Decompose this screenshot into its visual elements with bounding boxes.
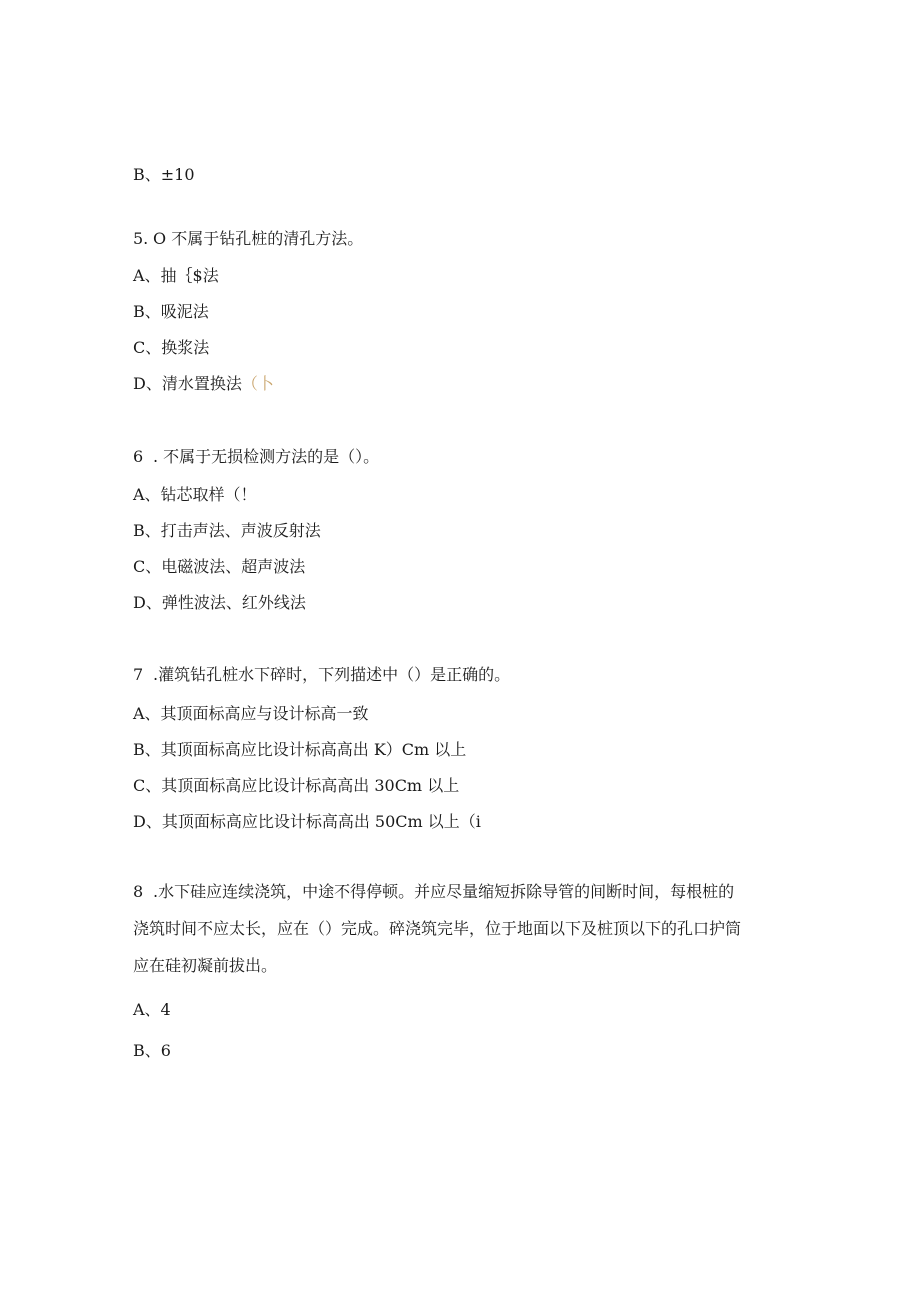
question-number: 7 xyxy=(133,665,144,684)
question-number: 8 xyxy=(133,882,144,901)
q5-option-c: C、换浆法 xyxy=(133,338,210,357)
q7-option-c: C、其顶面标高应比设计标高高出 30Cm 以上 xyxy=(133,776,460,795)
q5-option-a: A、抽｛$法 xyxy=(133,266,219,285)
q5-option-b: B、吸泥法 xyxy=(133,302,209,321)
q8-option-b: B、6 xyxy=(133,1041,171,1060)
question-text-line-2: 浇筑时间不应太长，应在（）完成。碎浇筑完毕，位于地面以下及桩顶以下的孔口护筒 xyxy=(133,919,742,938)
q6-option-a: A、钻芯取样（！ xyxy=(133,485,257,504)
question-text: O 不属于钻孔桩的清孔方法。 xyxy=(153,229,364,248)
q6-option-d: D、弹性波法、红外线法 xyxy=(133,593,306,612)
q7-option-a: A、其顶面标高应与设计标高一致 xyxy=(133,704,369,723)
question-text: .灌筑钻孔桩水下碎时，下列描述中（）是正确的。 xyxy=(153,665,511,684)
q7-option-d: D、其顶面标高应比设计标高高出 50Cm 以上（ⅰ xyxy=(133,812,481,831)
question-7 xyxy=(133,665,510,685)
question-text-line-3: 应在硅初凝前拔出。 xyxy=(133,956,278,975)
q8-option-a: A、4 xyxy=(133,1000,171,1019)
question-number: 5. xyxy=(133,229,149,248)
q6-option-b: B、打击声法、声波反射法 xyxy=(133,521,321,540)
option-text: D、清水置换法 xyxy=(133,374,242,393)
question-number: 6 xyxy=(133,447,144,466)
q5-option-d xyxy=(133,374,274,394)
question-text: . 不属于无损检测方法的是（）。 xyxy=(153,447,380,466)
option-b-prev: B、±10 xyxy=(133,165,195,184)
q6-option-c: C、电磁波法、超声波法 xyxy=(133,557,306,576)
question-6 xyxy=(133,447,379,467)
q7-option-b: B、其顶面标高应比设计标高高出 K）Cm 以上 xyxy=(133,740,467,759)
answer-mark: （卜 xyxy=(241,374,274,393)
question-5 xyxy=(133,229,363,249)
question-text-line-1: .水下硅应连续浇筑，中途不得停顿。并应尽量缩短拆除导管的间断时间，每根桩的 xyxy=(153,882,735,901)
question-8 xyxy=(133,882,734,902)
